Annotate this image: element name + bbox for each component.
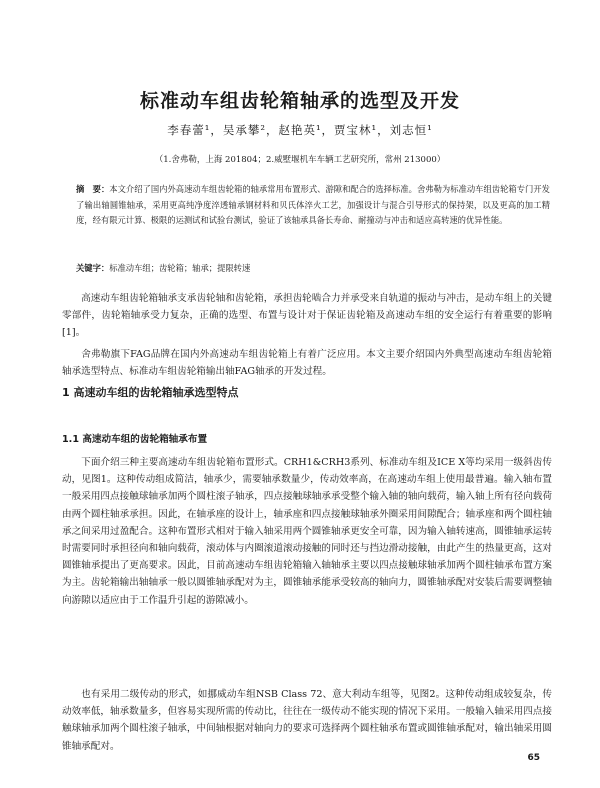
author-list: 李春蕾¹，吴承攀²，赵艳英¹，贾宝林¹，刘志恒¹ [167, 123, 433, 137]
page-number: 65 [527, 753, 540, 763]
abstract-text: 本文介绍了国内外高速动车组齿轮箱的轴承常用布置形式、游隙和配合的选择标准。舍弗勒为标准动车组齿轮箱专门开发了输出轴圆锥轴承，采用更高纯净度淬透轴承钢材料和贝氏体淬火工艺，加强设计与混合引导形式的保持架，以及更高的加工精度，经有限元计算、极限的运测试和试验台测试，验证了该轴承具备长寿命、耐撞动与冲击和适应高转速的优异性能。 [76, 184, 550, 225]
paper-title: 标准动车组齿轮箱轴承的选型及开发 [139, 90, 460, 112]
abstract-label: 摘 要： [76, 184, 110, 194]
keywords [76, 261, 550, 276]
abstract [76, 182, 550, 229]
keywords-text: 标准动车组；齿轮箱；轴承；提限转速 [109, 263, 251, 273]
section-heading-1: 1 高速动车组的齿轮箱轴承选型特点 [62, 386, 239, 399]
body-paragraph-4: 也有采用二级传动的形式，如挪威动车组NSB Class 72、意大利动车组等，见图2。这种传动组成较复杂，传动效率低，轴承数量多，但容易实现所需的传动比，往往在一级传动不能实现的情况下采用。一般输入轴采用四点接触球轴承加两个圆柱滚子轴承，中间轴根据对轴向力的要求可选择两个圆柱轴承布置或圆锥轴承配对，输出轴采用圆锥轴承配对。 [62, 689, 552, 752]
subsection-heading-1-1: 1.1 高速动车组的齿轮箱轴承布置 [62, 434, 208, 445]
body-paragraph-1: 高速动车组齿轮箱轴承支承齿轮轴和齿轮箱，承担齿轮啮合力并承受来自轨道的振动与冲击，是动车组上的关键零部件，齿轮箱轴承受力复杂，正确的选型、布置与设计对于保证齿轮箱及高速动车组的安全运行有着重要的影响[1]。 [62, 293, 552, 339]
body-paragraph-3: 下面介绍三种主要高速动车组齿轮箱布置形式。CRH1&CRH3系列、标准动车组及ICE X等均采用一级斜齿传动，见图1。这种传动组成简洁，轴承少，需要轴承数量少，传动效率高，在高速动车组上使用最普遍。输入轴布置一般采用四点接触球轴承加两个圆柱滚子轴承，四点接触球轴承承受整个输入轴的轴向载荷，输入轴上所有径向载荷由两个圆柱轴承承担。因此，在轴承座的设计上，轴承座和四点接触球轴承外圈采用间隙配合；轴承座和两个圆柱轴承之间采用过盈配合。这种布置形式相对于输入轴采用两个圆锥轴承更安全可靠，因为输入轴转速高，圆锥轴承运转时需要同时承担径向和轴向载荷，滚动体与内圈滚道滚动接触的同时还与挡边滑动接触，由此产生的热量更高，这对圆锥轴承提出了更高要求。因此，目前高速动车组齿轮箱输入轴轴承主要以四点接触球轴承加两个圆柱轴承布置方案为主。齿轮箱输出轴轴承一般以圆锥轴承配对为主，圆锥轴承能承受较高的轴向力，圆锥轴承配对安装后需要调整轴向游隙以适应由于工作温升引起的游隙减小。 [62, 457, 552, 606]
keywords-label: 关键字： [76, 263, 110, 273]
body-paragraph-2: 舍弗勒旗下FAG品牌在国内外高速动车组齿轮箱上有着广泛应用。本文主要介绍国内外典型高速动车组齿轮箱轴承选型特点、标准动车组齿轮箱输出轴FAG轴承的开发过程。 [62, 349, 552, 378]
author-affiliation: （1.舍弗勒，上海 201804；2.威墅堰机车车辆工艺研究所，常州 213000） [154, 155, 446, 165]
